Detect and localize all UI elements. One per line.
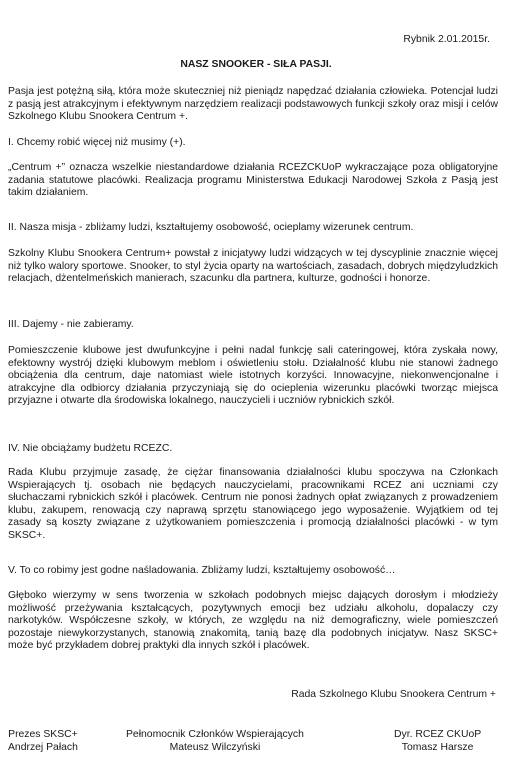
section-text-3: Pomieszczenie klubowe jest dwufunkcyjne i pełni nadal funkcję sali cateringowej, która zyskała nowy, efektowny wystrój dzięki klubowym meblom i oświetleniu stołu. Działalność klubu nie stanowi żadnego obciążenia dla centrum, daje natomiast wiele istotnych korzyści. Innowacyjne, niekonwencjonalne i atrakcyjne dla odbiorcy działania przyczyniają się do ocieplenia wizerunku placówki tworząc miejsca przyjazne i otwarte dla środowiska lokalnego, nauczycieli i uczniów rybnickich szkół. — [8, 345, 498, 407]
signature-proxy — [126, 729, 304, 754]
intro-paragraph: Pasja jest potężną siłą, która może skuteczniej niż pieniądz napędzać działania człowieka. Potencjał ludzi z pasją jest atrakcyjnym i efektywnym narzędziem realizacji podstawowych funkcji szkoły oraz misji i celów Szkolnego Klubu Snookera Centrum +. — [8, 86, 498, 123]
document-page — [8, 0, 504, 761]
signature-role: Prezes SKSC+ — [8, 729, 78, 740]
document-title: NASZ SNOOKER - SIŁA PASJI. — [180, 59, 332, 70]
signature-name: Tomasz Harsze — [401, 741, 474, 753]
section-text-5: Głęboko wierzymy w sens tworzenia w szkołach podobnych miejsc dających dorosłym i młodzieży możliwość przeżywania kształcących, pozytywnych emocji bez udziału alkoholu, dopalaczy czy narkotyków. Współczesne szkoły, w których, ze względu na niż demograficzny, wiele pomieszczeń pozostaje niewykorzystanych, stanowią znakomitą, tanią bazę dla podobnych inicjatyw. Nasz SKSC+ może być przykładem dobrej praktyki dla innych szkół i placówek. — [8, 590, 498, 652]
section-text-2: Szkolny Klubu Snookera Centrum+ powstał z inicjatywy ludzi widzących w tej dyscyplinie znacznie więcej niż tylko walory sportowe. Snooker, to styl życia oparty na wartościach, zasadach, dobrych międzyludzkich relacjach, dżentelmeńskich manierach, szacunku dla partnera, kulturze, godności i honorze. — [8, 248, 498, 285]
section-heading-3: III. Dajemy - nie zabieramy. — [8, 319, 134, 330]
section-text-4: Rada Klubu przyjmuje zasadę, że ciężar finansowania działalności klubu spoczywa na Członkach Wspierających tj. osobach nie będących nauczycielami, pracownikami RCEZ ani uczniami czy słuchaczami rybnickich szkół i placówek. Centrum nie ponosi żadnych opłat związanych z prowadzeniem klubu, zakupem, renowacją czy naprawą sprzętu stanowiącego jego wyposażenie. Wyjątkiem od tej zasady są koszty związane z użytkowaniem pomieszczenia i promocją działalności placówki - w tym SKSC+. — [8, 467, 498, 541]
section-heading-5: V. To co robimy jest godne naśladowania. Zbliżamy ludzi, kształtujemy osobowość… — [8, 565, 396, 576]
signature-president — [8, 729, 78, 754]
signature-role: Pełnomocnik Członków Wspierających — [126, 729, 304, 740]
section-text-1: „Centrum +” oznacza wszelkie niestandardowe działania RCEZCKUoP wykraczające poza obligatoryjne zadania statutowe placówki. Realizacja programu Ministerstwa Edukacji Narodowej Szkoła z Pasją jest takim działaniem. — [8, 162, 498, 199]
section-heading-2: II. Nasza misja - zbliżamy ludzi, kształtujemy osobowość, ocieplamy wizerunek centrum. — [8, 222, 414, 233]
section-heading-1: I. Chcemy robić więcej niż musimy (+). — [8, 137, 186, 148]
council-signature-line: Rada Szkolnego Klubu Snookera Centrum + — [291, 689, 496, 700]
signature-role: Dyr. RCEZ CKUoP — [394, 729, 482, 740]
document-date: Rybnik 2.01.2015r. — [403, 34, 490, 45]
signature-director — [394, 729, 481, 754]
section-heading-4: IV. Nie obciążamy budżetu RCEZC. — [8, 443, 173, 454]
signature-name: Andrzej Pałach — [8, 741, 78, 753]
signature-name: Mateusz Wilczyński — [169, 741, 261, 753]
